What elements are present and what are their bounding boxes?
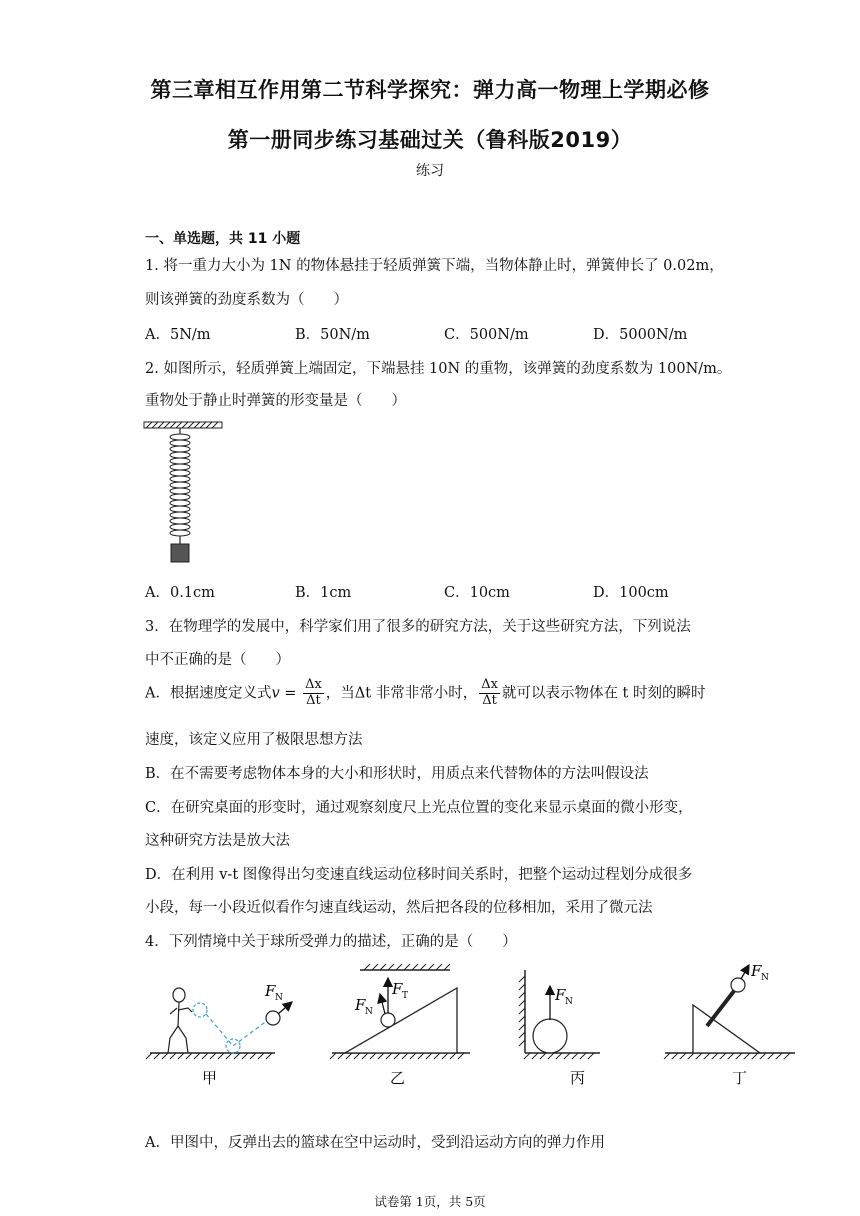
delta-x-over-delta-t-fraction: $\frac{\Delta x}{\Delta t}$: [305, 677, 322, 708]
caption-ding: 丁: [732, 1069, 748, 1087]
q1-option-a: A．5N/m: [145, 327, 211, 343]
q1-stem-line-2: 则该弹簧的劲度系数为（ ）: [145, 292, 348, 308]
scene-ding: [664, 962, 795, 1087]
caption-yi: 乙: [390, 1069, 406, 1087]
q3-option-a-line-2: 速度，该定义应用了极限思想方法: [145, 732, 363, 748]
q3-option-a-text-3: 就可以表示物体在 t 时刻的瞬时: [501, 685, 706, 702]
force-subscript-ding: N: [761, 973, 769, 983]
force-label-yi-n: F: [355, 996, 366, 1014]
scene-jia: [146, 982, 292, 1087]
q1-option-b: B．50N/m: [295, 327, 370, 343]
scene-bing: [519, 970, 600, 1087]
section-heading: 一、单选题，共 11 小题: [145, 231, 301, 247]
scene-yi: [330, 964, 470, 1087]
force-label-yi-t: F: [392, 980, 403, 998]
q4-stem-line-1: 4．下列情境中关于球所受弹力的描述，正确的是（ ）: [145, 934, 517, 950]
force-subscript-yi-n: N: [365, 1007, 373, 1017]
q3-option-c-line-1: C．在研究桌面的形变时，通过观察刻度尺上光点位置的变化来显示桌面的微小形变，: [145, 800, 693, 816]
force-label-jia: F: [265, 982, 276, 1000]
document-title-line-2: 第一册同步练习基础过关（鲁科版2019）: [227, 128, 633, 152]
spring-figure: [140, 418, 230, 568]
caption-jia: 甲: [202, 1069, 218, 1087]
force-label-ding: F: [751, 962, 762, 980]
q2-option-b: B．1cm: [295, 585, 352, 601]
q1-option-c: C．500N/m: [444, 327, 529, 343]
q3-option-b: B．在不需要考虑物体本身的大小和形状时，用质点来代替物体的方法叫假设法: [145, 766, 649, 782]
force-subscript-yi-t: T: [402, 991, 409, 1001]
ball-elastic-force-figure: [140, 958, 810, 1098]
q2-stem-line-1: 2. 如图所示，轻质弹簧上端固定，下端悬挂 10N 的重物，该弹簧的劲度系数为 100N/m。: [145, 361, 732, 377]
q2-stem-line-2: 重物处于静止时弹簧的形变量是（ ）: [145, 393, 406, 409]
caption-bing: 丙: [570, 1069, 586, 1087]
force-subscript-bing: N: [565, 997, 573, 1007]
q3-option-a-line-1: [145, 678, 706, 709]
q3-option-d-line-1: D．在利用 v-t 图像得出匀变速直线运动位移时间关系时，把整个运动过程划分成很多: [145, 867, 693, 883]
document-title-line-1: 第三章相互作用第二节科学探究：弹力高一物理上学期必修: [150, 78, 710, 102]
q3-option-d-line-2: 小段，每一小段近似看作匀速直线运动，然后把各段的位移相加，采用了微元法: [145, 900, 653, 916]
document-subtitle: 练习: [416, 163, 444, 179]
q2-option-c: C．10cm: [444, 585, 510, 601]
delta-x-over-delta-t-fraction-2: $\frac{\Delta x}{\Delta t}$: [481, 677, 498, 708]
q2-option-d: D．100cm: [593, 585, 669, 601]
force-label-bing: F: [555, 986, 566, 1004]
velocity-symbol: v: [271, 685, 280, 702]
page-footer: 试卷第 1页，共 5页: [374, 1194, 486, 1209]
equals-sign: =: [279, 685, 302, 702]
q1-stem-line-1: 1. 将一重力大小为 1N 的物体悬挂于轻质弹簧下端，当物体静止时，弹簧伸长了 0.02m，: [145, 258, 724, 274]
q3-option-a-text-2: ，当Δt 非常非常小时，: [325, 685, 478, 702]
force-subscript-jia: N: [275, 993, 283, 1003]
q4-option-a: A．甲图中，反弹出去的篮球在空中运动时，受到沿运动方向的弹力作用: [145, 1135, 605, 1151]
q3-stem-line-1: 3．在物理学的发展中，科学家们用了很多的研究方法，关于这些研究方法，下列说法: [145, 619, 691, 635]
q2-option-a: A．0.1cm: [145, 585, 215, 601]
q3-stem-line-2: 中不正确的是（ ）: [145, 652, 290, 668]
q3-option-c-line-2: 这种研究方法是放大法: [145, 833, 290, 849]
q3-option-a-text-1: A．根据速度定义式: [145, 685, 272, 702]
q1-option-d: D．5000N/m: [593, 327, 688, 343]
